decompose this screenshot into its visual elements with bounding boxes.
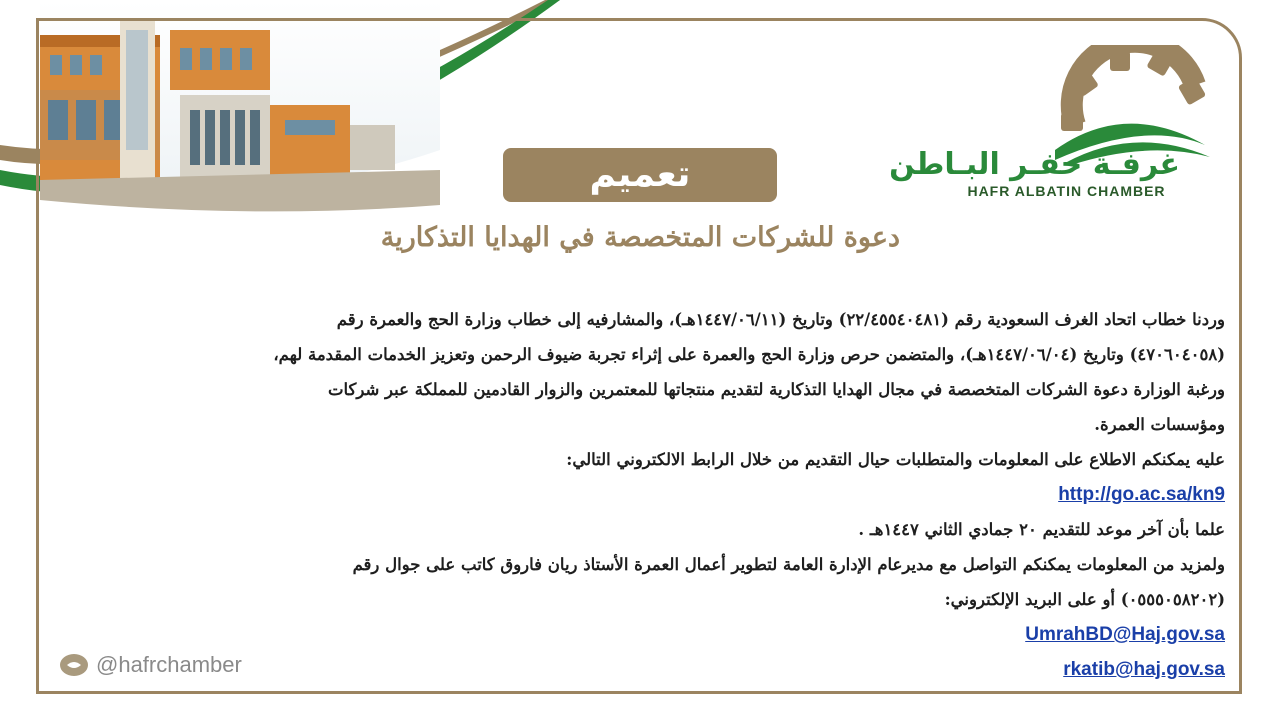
social-handle-text: @hafrchamber xyxy=(96,652,242,677)
body-line: وردنا خطاب اتحاد الغرف السعودية رقم (٢٢/٤٥٥٤٠٤٨١) وتاريخ (١٤٤٧/٠٦/١١هـ)، والمشارفيه إلى خطاب وزارة الحج والعمرة رقم xyxy=(336,310,1225,329)
email-link-umrah[interactable]: UmrahBD@Haj.gov.sa xyxy=(1025,624,1225,645)
social-handle[interactable] xyxy=(60,650,242,680)
body-line: عليه يمكنكم الاطلاع على المعلومات والمتطلبات حيال التقديم من خلال الرابط الالكتروني التالي: xyxy=(566,450,1225,469)
chat-bubble-icon xyxy=(60,654,88,676)
logo-english-text: HAFR ALBATIN CHAMBER xyxy=(967,183,1166,199)
chamber-logo xyxy=(889,45,1215,205)
body-line: ورغبة الوزارة دعوة الشركات المتخصصة في مجال الهدايا التذكارية لتقديم منتجاتها للمعتمرين والزوار القادمين للمملكة عبر شركات xyxy=(327,380,1225,399)
body-line: (٤٧٠٦٠٤٠٥٨) وتاريخ (١٤٤٧/٠٦/٠٤هـ)، والمتضمن حرص وزارة الحج والعمرة على إثراء تجربة ضيوف الرحمن وتعزيز الخدمات المقدمة لهم، xyxy=(273,345,1225,364)
body-line: (٠٥٥٥٠٥٨٢٠٢) أو على البريد الإلكتروني: xyxy=(944,590,1225,609)
application-link[interactable]: http://go.ac.sa/kn9 xyxy=(1058,484,1225,505)
logo-arabic-text: غرفـة حفـر البـاطن xyxy=(889,147,1180,182)
circular-body xyxy=(130,302,1225,687)
body-line: ولمزيد من المعلومات يمكنكم التواصل مع مديرعام الإدارة العامة لتطوير أعمال العمرة الأستاذ ريان فاروق كاتب على جوال رقم xyxy=(352,555,1225,574)
email-link-rkatib[interactable]: rkatib@haj.gov.sa xyxy=(1063,659,1225,680)
page-subtitle: دعوة للشركات المتخصصة في الهدايا التذكارية xyxy=(380,222,900,253)
circular-banner: تعميم xyxy=(503,148,777,202)
deadline-line: علما بأن آخر موعد للتقديم ٢٠ جمادي الثاني ١٤٤٧هـ . xyxy=(858,520,1225,539)
body-line: ومؤسسات العمرة. xyxy=(1094,415,1225,434)
